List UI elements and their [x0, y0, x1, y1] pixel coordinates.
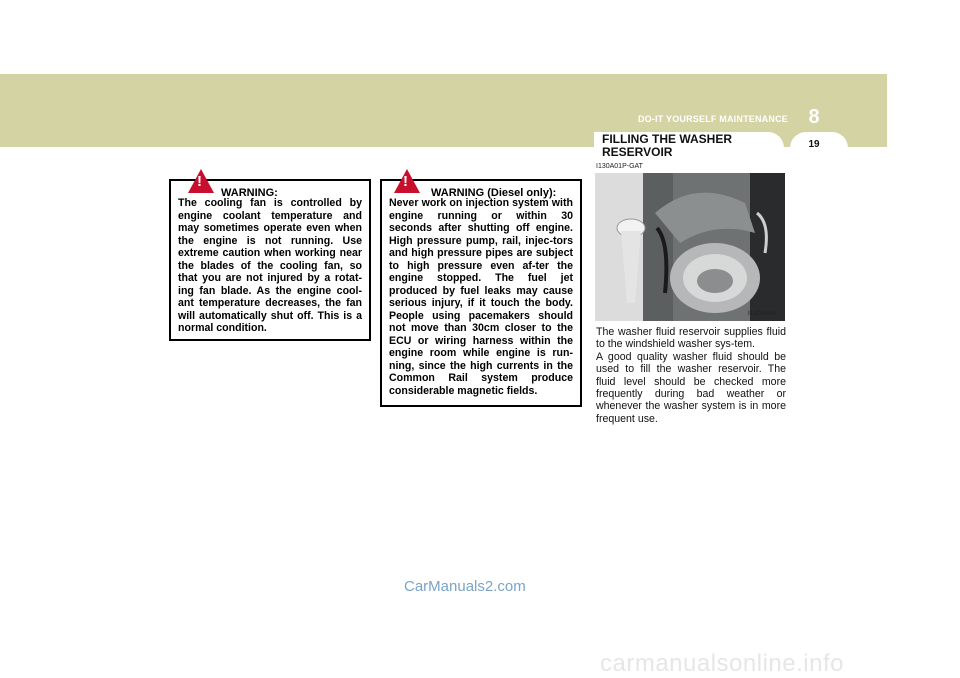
- warning-title: WARNING:: [221, 187, 278, 199]
- warning-box-cooling-fan: [169, 173, 371, 341]
- page-number: 19: [808, 139, 820, 150]
- warning-icon-glyph: !: [403, 173, 408, 190]
- washer-reservoir-photo: [595, 173, 785, 321]
- section-label: DO-IT YOURSELF MAINTENANCE: [637, 114, 788, 124]
- warning-icon: [188, 169, 214, 193]
- warning-text: Never work on injection system with engine running or within 30 seconds after shutting off engine. High pressure pump, rail, injec-tors and high pressure pipes are subject to high pressure even af-ter the engine stopped. The fuel jet produced by fuel leaks may cause serious injury, if it touch the body. People using pacemakers should not move than 30cm closer to the ECU or wiring harness within the engine room while engine is run-ning, since the high currents in the Common Rail system produce considerable magnetic fields.: [389, 197, 573, 397]
- body-paragraph: A good quality washer fluid should be used to fill the washer reservoir. The fluid level should be checked more frequently during bad weather or whenever the washer system is in more frequent use.: [596, 350, 786, 425]
- watermark: carmanualsonline.info: [600, 650, 844, 677]
- section-title: FILLING THE WASHER RESERVOIR: [602, 132, 732, 159]
- watermark-link[interactable]: CarManuals2.com: [404, 578, 526, 595]
- chapter-number: 8: [808, 106, 820, 128]
- engine-bay-illustration: [595, 173, 785, 321]
- figure-label: I130A01P: [748, 310, 777, 317]
- warning-title: WARNING (Diesel only):: [431, 187, 557, 199]
- body-paragraph: The washer fluid reservoir supplies fluid to the windshield washer sys-tem.: [596, 326, 786, 351]
- warning-icon-glyph: !: [197, 173, 202, 190]
- warning-icon: [394, 169, 420, 193]
- warning-box-diesel: [380, 173, 582, 407]
- body-text: [596, 326, 786, 425]
- warning-text: The cooling fan is controlled by engine coolant temperature and may sometimes operate even when the engine is not running. Use extreme caution when working near the blades of the cooling fan, so that you are not injured by a rotat-ing fan blade. As the engine cool-ant temperature decreases, the fan will automatically shut off. This is a normal condition.: [178, 197, 362, 334]
- figure-code: I130A01P-GAT: [596, 163, 643, 170]
